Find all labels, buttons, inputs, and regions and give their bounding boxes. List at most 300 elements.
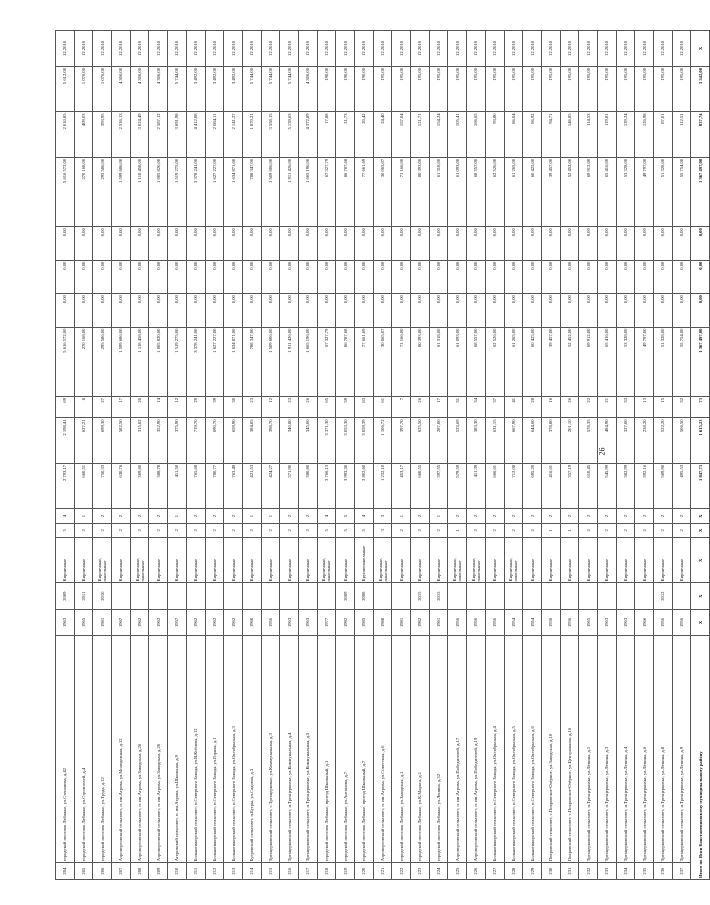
table-cell-cost_per_m2: 3 024,49 xyxy=(130,112,149,157)
table-cell-limit_per_m2: 195,00 xyxy=(654,67,673,112)
table-cell-address: городской поселок Лебяжье, ул.К.Маркса, д.1 xyxy=(411,636,430,863)
table-row xyxy=(541,31,560,880)
table-cell-year_overhaul: 2012 xyxy=(654,583,673,609)
table-cell-cost_local: 0,00 xyxy=(541,227,560,260)
total-cell: 1 367 497,00 xyxy=(691,157,710,226)
table-cell-total_area: 392,16 xyxy=(635,463,654,508)
table-cell-living_area: 352,90 xyxy=(149,418,168,463)
table-cell-cost_total: 5 616 572,00 xyxy=(56,327,75,396)
table-cell-wall_material: Кирпичные xyxy=(112,538,131,583)
table-cell-no: 221 xyxy=(373,863,392,880)
table-cell-wall_material: Кирпичные xyxy=(411,538,430,583)
table-cell-cost_per_m2: 93,80 xyxy=(485,112,504,157)
total-cell: 3 342,00 xyxy=(691,67,710,112)
table-cell-cost_owners: 61 093,00 xyxy=(448,157,467,226)
table-cell-wall_material: Кирпичные xyxy=(597,538,616,583)
table-cell-residents: 17 xyxy=(112,396,131,418)
table-cell-living_area: 3 053,30 xyxy=(336,418,355,463)
table-cell-year_built: 1963 xyxy=(298,609,317,635)
table-cell-cost_owners: 69 912,00 xyxy=(579,157,598,226)
table-cell-cost_regional: 0,00 xyxy=(242,260,261,293)
table-cell-living_area: 375,90 xyxy=(168,418,187,463)
table-cell-wall_material: Кирпичные xyxy=(298,538,317,583)
table-cell-cost_local: 0,00 xyxy=(317,227,336,260)
table-cell-no: 229 xyxy=(523,863,542,880)
table-cell-wall_material: Кирпичные, панельные xyxy=(130,538,149,583)
table-cell-address: Агеровский сельсовет, п. им.Агрова, ул.Школьная, д.9 xyxy=(168,636,187,863)
table-cell-year_built: 1936 xyxy=(560,609,579,635)
table-row xyxy=(242,31,261,880)
table-cell-residents: 8 xyxy=(74,396,93,418)
total-cell: 837,74 xyxy=(691,112,710,157)
table-cell-wall_material: Кирпичные xyxy=(616,538,635,583)
table-cell-residents: 23 xyxy=(242,396,261,418)
table-cell-entrances: 2 xyxy=(224,509,243,523)
table-cell-cost_regional: 0,00 xyxy=(429,260,448,293)
table-cell-year_built: 1981 xyxy=(392,609,411,635)
table-cell-cost_regional: 0,00 xyxy=(261,260,280,293)
table-cell-total_area: 660,51 xyxy=(74,463,93,508)
table-cell-cost_total: 3 378 241,00 xyxy=(186,327,205,396)
table-cell-cost_owners: 1 509 606,00 xyxy=(261,157,280,226)
table-cell-year_overhaul xyxy=(467,583,486,609)
table-cell-floors: 2 xyxy=(429,523,448,537)
table-cell-residents: 26 xyxy=(560,396,579,418)
table-cell-floors: 1 xyxy=(541,523,560,537)
table-cell-entrances: 2 xyxy=(504,509,523,523)
table-cell-year_overhaul xyxy=(317,583,336,609)
table-cell-floors: 2 xyxy=(411,523,430,537)
table-cell-living_area: 627,21 xyxy=(74,418,93,463)
table-cell-no: 207 xyxy=(112,863,131,880)
table-cell-cost_owners: 65 416,00 xyxy=(597,157,616,226)
table-cell-total_area: 411,50 xyxy=(168,463,187,508)
table-cell-cost_regional: 0,00 xyxy=(373,260,392,293)
table-cell-year_overhaul xyxy=(579,583,598,609)
table-cell-deadline: 12.2018 xyxy=(579,31,598,67)
table-cell-no: 213 xyxy=(224,863,243,880)
table-cell-cost_total: 61 093,00 xyxy=(448,327,467,396)
table-cell-wall_material: Кирпичные, панельные xyxy=(467,538,486,583)
table-cell-cost_owners: 1 634 871,00 xyxy=(224,157,243,226)
table-cell-deadline: 12.2018 xyxy=(355,31,374,67)
table-cell-cost_total: 80 393,00 xyxy=(411,327,430,396)
table-cell-deadline: 12.2018 xyxy=(168,31,187,67)
table-cell-floors: 2 xyxy=(280,523,299,537)
table-cell-cost_per_m2: 5 139,63 xyxy=(280,112,299,157)
table-cell-cost_local: 0,00 xyxy=(672,227,691,260)
table-row xyxy=(485,31,504,880)
table-cell-no: 222 xyxy=(392,863,411,880)
table-cell-year_built: 1962 xyxy=(186,609,205,635)
table-cell-address: Трехцерковский сельсовет, п.Трехцерковье, ул.Ленина, д.6 xyxy=(635,636,654,863)
table-cell-cost_federal: 0,00 xyxy=(280,294,299,327)
table-cell-wall_material: Кирпичные xyxy=(56,538,75,583)
table-cell-cost_local: 0,00 xyxy=(224,227,243,260)
table-cell-year_overhaul xyxy=(280,583,299,609)
table-cell-wall_material: Кирпичные xyxy=(672,538,691,583)
table-cell-floors: 2 xyxy=(467,523,486,537)
table-cell-year_built: 1960 xyxy=(242,609,261,635)
table-cell-cost_regional: 0,00 xyxy=(205,260,224,293)
table-cell-year_overhaul xyxy=(504,583,523,609)
table-cell-cost_regional: 0,00 xyxy=(74,260,93,293)
table-cell-cost_federal: 0,00 xyxy=(261,294,280,327)
table-cell-limit_per_m2: 5 744,00 xyxy=(261,67,280,112)
total-label: Итого по Ясин Константиновскому муниципальному району xyxy=(691,636,710,880)
table-cell-living_area: 1 106,72 xyxy=(373,418,392,463)
table-cell-cost_local: 0,00 xyxy=(149,227,168,260)
table-cell-cost_owners: 1 627 227,00 xyxy=(205,157,224,226)
table-cell-total_area: 388,78 xyxy=(149,463,168,508)
table-cell-deadline: 12.2018 xyxy=(224,31,243,67)
table-cell-deadline: 12.2018 xyxy=(560,31,579,67)
table-cell-year_overhaul xyxy=(205,583,224,609)
table-row xyxy=(205,31,224,880)
table-cell-no: 226 xyxy=(467,863,486,880)
table-cell-limit_per_m2: 195,00 xyxy=(597,67,616,112)
table-cell-cost_owners: 80 393,00 xyxy=(411,157,430,226)
table-cell-year_built: 1957 xyxy=(168,609,187,635)
table-cell-floors: 2 xyxy=(224,523,243,537)
table-cell-entrances: 2 xyxy=(186,509,205,523)
table-cell-wall_material: Кирпичные, панельные xyxy=(317,538,336,583)
table-cell-cost_regional: 0,00 xyxy=(523,260,542,293)
table-cell-cost_total: 52 452,00 xyxy=(560,327,579,396)
table-cell-cost_owners: 86 787,68 xyxy=(336,157,355,226)
table-cell-living_area: 522,20 xyxy=(654,418,673,463)
table-cell-year_overhaul xyxy=(186,583,205,609)
table-cell-floors: 2 xyxy=(112,523,131,537)
table-cell-cost_local: 0,00 xyxy=(373,227,392,260)
table-cell-total_area: 610,45 xyxy=(579,463,598,508)
table-cell-limit_per_m2: 195,00 xyxy=(635,67,654,112)
table-cell-cost_federal: 0,00 xyxy=(112,294,131,327)
table-cell-cost_total: 788 347,00 xyxy=(242,327,261,396)
table-cell-wall_material: Кирпичные xyxy=(149,538,168,583)
table-cell-address: городской поселок Лебяжье, проезд Школьный, д.7 xyxy=(355,636,374,863)
table-cell-cost_local: 0,00 xyxy=(597,227,616,260)
table-cell-living_area: 659,90 xyxy=(224,418,243,463)
table-cell-entrances: 5 xyxy=(336,509,355,523)
total-cell: X xyxy=(691,31,710,67)
table-cell-year_built: 1962 xyxy=(205,609,224,635)
table-cell-year_overhaul: 2008 xyxy=(355,583,374,609)
table-cell-year_built: 1954 xyxy=(523,609,542,635)
table-cell-cost_per_m2: 2 587,12 xyxy=(149,112,168,157)
table-cell-floors: 2 xyxy=(654,523,673,537)
table-cell-cost_federal: 0,00 xyxy=(560,294,579,327)
table-cell-entrances: 2 xyxy=(560,509,579,523)
table-cell-year_overhaul: 2015 xyxy=(411,583,430,609)
table-cell-limit_per_m2: 195,00 xyxy=(429,67,448,112)
table-cell-living_area: 327,00 xyxy=(616,418,635,463)
table-cell-deadline: 12.2018 xyxy=(56,31,75,67)
table-cell-deadline: 12.2018 xyxy=(504,31,523,67)
table-cell-address: Трехцерковский сельсовет, с.Трехцерковье, ул.Коммунальная, д.3 xyxy=(261,636,280,863)
table-cell-entrances: 2 xyxy=(672,509,691,523)
table-cell-wall_material: Кирпичные xyxy=(205,538,224,583)
table-cell-residents: 31 xyxy=(448,396,467,418)
table-cell-cost_total: 39 457,00 xyxy=(541,327,560,396)
table-cell-cost_owners: 1 911 426,00 xyxy=(280,157,299,226)
table-cell-address: Трехцерковский сельсовет, п.Трехцерковье, ул.Ленина, д.1 xyxy=(579,636,598,863)
table-cell-year_overhaul xyxy=(112,583,131,609)
table-cell-year_built: 1954 xyxy=(504,609,523,635)
table-cell-no: 228 xyxy=(504,863,523,880)
table-cell-limit_per_m2: 4 306,00 xyxy=(130,67,149,112)
table-cell-cost_per_m2: 86,04 xyxy=(504,112,523,157)
total-cell: 1 615,23 xyxy=(691,418,710,463)
table-cell-total_area: 369,80 xyxy=(130,463,149,508)
table-cell-wall_material: Кирпичные xyxy=(168,538,187,583)
table-cell-no: 204 xyxy=(56,863,75,880)
table-row xyxy=(298,31,317,880)
table-cell-living_area: 383,30 xyxy=(467,418,486,463)
table-cell-address: городской поселок Лебяжье, ул.Строителей, д.4 xyxy=(74,636,93,863)
table-cell-cost_local: 0,00 xyxy=(429,227,448,260)
table-cell-cost_regional: 0,00 xyxy=(298,260,317,293)
table-cell-cost_local: 0,00 xyxy=(261,227,280,260)
table-cell-cost_regional: 0,00 xyxy=(336,260,355,293)
table-cell-cost_per_m2: 2 536,13 xyxy=(112,112,131,157)
table-cell-cost_owners: 1 519 275,00 xyxy=(168,157,187,226)
table-cell-wall_material: Крупнопанельные xyxy=(355,538,374,583)
table-cell-address: Большеижорский сельсовет, п.Северного Завода, ул.Октябрьская, д.6 xyxy=(523,636,542,863)
table-cell-floors: 2 xyxy=(242,523,261,537)
table-cell-entrances: 2 xyxy=(130,509,149,523)
table-cell-living_area: 690,70 xyxy=(205,418,224,463)
table-cell-cost_regional: 0,00 xyxy=(355,260,374,293)
table-cell-residents: 37 xyxy=(485,396,504,418)
table-cell-residents: 26 xyxy=(298,396,317,418)
table-cell-living_area: 340,80 xyxy=(280,418,299,463)
table-cell-cost_local: 0,00 xyxy=(112,227,131,260)
table-cell-year_overhaul: 2010 xyxy=(93,583,112,609)
table-cell-no: 233 xyxy=(597,863,616,880)
table-cell-entrances: 2 xyxy=(616,509,635,523)
table-cell-cost_regional: 0,00 xyxy=(579,260,598,293)
table-cell-cost_total: 30 065,07 xyxy=(373,327,392,396)
table-cell-cost_regional: 0,00 xyxy=(504,260,523,293)
table-cell-cost_federal: 0,00 xyxy=(579,294,598,327)
table-cell-cost_regional: 0,00 xyxy=(93,260,112,293)
table-cell-floors: 5 xyxy=(56,523,75,537)
table-cell-cost_federal: 0,00 xyxy=(411,294,430,327)
table-cell-no: 215 xyxy=(261,863,280,880)
table-cell-cost_regional: 0,00 xyxy=(654,260,673,293)
table-cell-total_area: 579,59 xyxy=(448,463,467,508)
table-cell-total_area: 630,76 xyxy=(112,463,131,508)
table-cell-entrances: 2 xyxy=(541,509,560,523)
table-cell-floors: 2 xyxy=(298,523,317,537)
table-cell-entrances: 2 xyxy=(448,509,467,523)
table-cell-address: Большеижорский сельсовет, п.Северного Завода, ул.Октябрьская, д.5 xyxy=(504,636,523,863)
table-cell-cost_owners: 788 347,00 xyxy=(242,157,261,226)
table-cell-cost_per_m2: 409,03 xyxy=(74,112,93,157)
table-cell-limit_per_m2: 4 306,00 xyxy=(298,67,317,112)
table-cell-limit_per_m2: 195,00 xyxy=(616,67,635,112)
table-cell-floors: 2 xyxy=(392,523,411,537)
total-cell: 0,00 xyxy=(691,227,710,260)
table-cell-entrances: 2 xyxy=(298,509,317,523)
table-cell-deadline: 12.2018 xyxy=(280,31,299,67)
table-cell-no: 225 xyxy=(448,863,467,880)
table-cell-deadline: 12.2018 xyxy=(654,31,673,67)
table-cell-year_overhaul xyxy=(485,583,504,609)
table-cell-year_overhaul xyxy=(373,583,392,609)
table-cell-living_area: 3 059,39 xyxy=(355,418,374,463)
table-row xyxy=(280,31,299,880)
table-cell-address: Трехцерковский сельсовет, п.Трехцерковье, ул.Ленина, д.3 xyxy=(597,636,616,863)
table-cell-floors: 3 xyxy=(373,523,392,537)
table-cell-year_built: 1965 xyxy=(579,609,598,635)
table-cell-year_overhaul: 2015 xyxy=(429,583,448,609)
table-cell-cost_regional: 0,00 xyxy=(448,260,467,293)
table-row xyxy=(168,31,187,880)
table-cell-cost_per_m2: 2 084,11 xyxy=(205,112,224,157)
table-cell-no: 210 xyxy=(168,863,187,880)
table-cell-limit_per_m2: 1 076,00 xyxy=(74,67,93,112)
table-cell-cost_per_m2: 24,40 xyxy=(373,112,392,157)
table-cell-cost_federal: 0,00 xyxy=(168,294,187,327)
table-cell-address: Трехцерковский сельсовет, п.Трехцерковье, ул.Коммунальная, д.5 xyxy=(298,636,317,863)
table-cell-living_area: 667,90 xyxy=(504,418,523,463)
table-cell-cost_federal: 0,00 xyxy=(130,294,149,327)
table-cell-address: городской поселок Лебяжье, проезд Школьный, д.1 xyxy=(317,636,336,863)
total-cell: X xyxy=(691,523,710,537)
table-cell-year_built: 1981 xyxy=(93,609,112,635)
table-cell-no: 205 xyxy=(74,863,93,880)
table-cell-living_area: 631,15 xyxy=(485,418,504,463)
table-cell-cost_owners: 49 797,00 xyxy=(635,157,654,226)
table-cell-cost_per_m2: 17,88 xyxy=(317,112,336,157)
table-cell-total_area: 765,68 xyxy=(186,463,205,508)
table-cell-limit_per_m2: 195,00 xyxy=(672,67,691,112)
table-cell-wall_material: Кирпичные xyxy=(635,538,654,583)
table-cell-no: 208 xyxy=(130,863,149,880)
table-cell-cost_owners: 53 328,00 xyxy=(616,157,635,226)
table-cell-deadline: 12.2018 xyxy=(672,31,691,67)
table-cell-year_overhaul xyxy=(261,583,280,609)
table-cell-year_built: 1956 xyxy=(467,609,486,635)
table-cell-address: Аэропортовский сельсовет, п. им.Агрова, ул.Победителей, д.17 xyxy=(448,636,467,863)
table-cell-year_built: 1963 xyxy=(56,609,75,635)
table-cell-residents: 23 xyxy=(280,396,299,418)
table-row xyxy=(56,31,75,880)
table-cell-deadline: 12.2018 xyxy=(93,31,112,67)
table-cell-limit_per_m2: 195,00 xyxy=(411,67,430,112)
table-cell-limit_per_m2: 195,00 xyxy=(373,67,392,112)
table-row xyxy=(373,31,392,880)
table-cell-limit_per_m2: 190,00 xyxy=(317,67,336,112)
table-cell-cost_per_m2: 114,53 xyxy=(579,112,598,157)
table-cell-cost_owners: 55 754,00 xyxy=(672,157,691,226)
total-row xyxy=(691,31,710,880)
table-cell-floors: 5 xyxy=(317,523,336,537)
table-cell-cost_total: 1 634 871,00 xyxy=(224,327,243,396)
table-cell-cost_total: 77 661,69 xyxy=(355,327,374,396)
table-cell-cost_per_m2: 2 010,85 xyxy=(56,112,75,157)
table-cell-cost_owners: 51 328,00 xyxy=(654,157,673,226)
table-cell-year_overhaul xyxy=(635,583,654,609)
table-row xyxy=(74,31,93,880)
table-cell-deadline: 12.2018 xyxy=(523,31,542,67)
table-cell-address: Большеижорский сельсовет, п.Северного Завода, ул.В.Ксёнова, д.12 xyxy=(186,636,205,863)
table-cell-address: Большеижорский сельсовет, п.Северного Завода, ул.Октябрьская, д.3 xyxy=(224,636,243,863)
table-cell-cost_regional: 0,00 xyxy=(224,260,243,293)
table-cell-cost_regional: 0,00 xyxy=(635,260,654,293)
table-cell-year_built: 1961 xyxy=(429,609,448,635)
table-cell-year_built: 1936 xyxy=(541,609,560,635)
page-number: 26 xyxy=(597,447,607,456)
table-cell-limit_per_m2: 5 744,00 xyxy=(168,67,187,112)
table-cell-floors: 2 xyxy=(74,523,93,537)
table-row xyxy=(336,31,355,880)
table-cell-deadline: 12.2018 xyxy=(186,31,205,67)
table-cell-deadline: 12.2018 xyxy=(373,31,392,67)
table-cell-year_built: 1962 xyxy=(224,609,243,635)
table-cell-cost_per_m2: 166,65 xyxy=(467,112,486,157)
table-cell-no: 206 xyxy=(93,863,112,880)
table-cell-total_area: 2 793,17 xyxy=(56,463,75,508)
table-cell-cost_per_m2: 2 141,27 xyxy=(224,112,243,157)
table-cell-floors: 2 xyxy=(130,523,149,537)
table-cell-residents: 13 xyxy=(635,396,654,418)
total-cell: 0,00 xyxy=(691,294,710,327)
table-cell-address: Аэропортовский сельсовет, п. им.Агрова, ул.Заводская, д.26 xyxy=(130,636,149,863)
table-cell-cost_owners: 1 599 686,00 xyxy=(112,157,131,226)
table-cell-cost_per_m2: 126,98 xyxy=(635,112,654,157)
table-cell-living_area: 384,05 xyxy=(242,418,261,463)
table-cell-year_built: 1956 xyxy=(672,609,691,635)
table-cell-address: городской поселок Лебяжье, ул.Заводская, д.1 xyxy=(392,636,411,863)
table-cell-cost_federal: 0,00 xyxy=(242,294,261,327)
table-cell-address: Трехцерковский сельсовет, п.Трехцерковье, ул.Ленина, д.9 xyxy=(672,636,691,863)
table-cell-cost_per_m2: 94,71 xyxy=(541,112,560,157)
table-cell-entrances: 2 xyxy=(635,509,654,523)
table-cell-cost_federal: 0,00 xyxy=(186,294,205,327)
table-cell-deadline: 12.2018 xyxy=(149,31,168,67)
table-cell-address: Аэропортовский сельсовет, п. им.Агрова, ул.Заводская, д.20 xyxy=(149,636,168,863)
table-cell-year_overhaul xyxy=(597,583,616,609)
table-cell-cost_total: 53 328,00 xyxy=(616,327,635,396)
table-cell-entrances: 4 xyxy=(56,509,75,523)
table-cell-cost_federal: 0,00 xyxy=(654,294,673,327)
table-cell-residents: 7 xyxy=(392,396,411,418)
table-cell-address: городской поселок Лебяжье, ул.Степанова, д.42 xyxy=(56,636,75,863)
table-cell-cost_federal: 0,00 xyxy=(56,294,75,327)
table-cell-total_area: 371,90 xyxy=(280,463,299,508)
table-cell-cost_local: 0,00 xyxy=(242,227,261,260)
table-cell-floors: 2 xyxy=(149,523,168,537)
table-cell-floors: 2 xyxy=(168,523,187,537)
table-cell-cost_regional: 0,00 xyxy=(597,260,616,293)
table-cell-no: 211 xyxy=(186,863,205,880)
table-cell-address: городской поселок Лебяжье, ул.Антонова, д.7 xyxy=(336,636,355,863)
table-row xyxy=(392,31,411,880)
table-cell-deadline: 12.2018 xyxy=(597,31,616,67)
table-cell-address: Бугровский сельсовет, п.Бугры, ул.Садовая, д.3 xyxy=(242,636,261,863)
table-cell-deadline: 12.2018 xyxy=(317,31,336,67)
table-cell-year_built: 1977 xyxy=(317,609,336,635)
table-cell-cost_per_m2: 4 412,08 xyxy=(186,112,205,157)
table-row xyxy=(654,31,673,880)
table-cell-cost_per_m2: 112,51 xyxy=(672,112,691,157)
table-cell-total_area: 3 993,30 xyxy=(336,463,355,508)
table-cell-entrances: 2 xyxy=(411,509,430,523)
table-cell-limit_per_m2: 3 492,00 xyxy=(186,67,205,112)
